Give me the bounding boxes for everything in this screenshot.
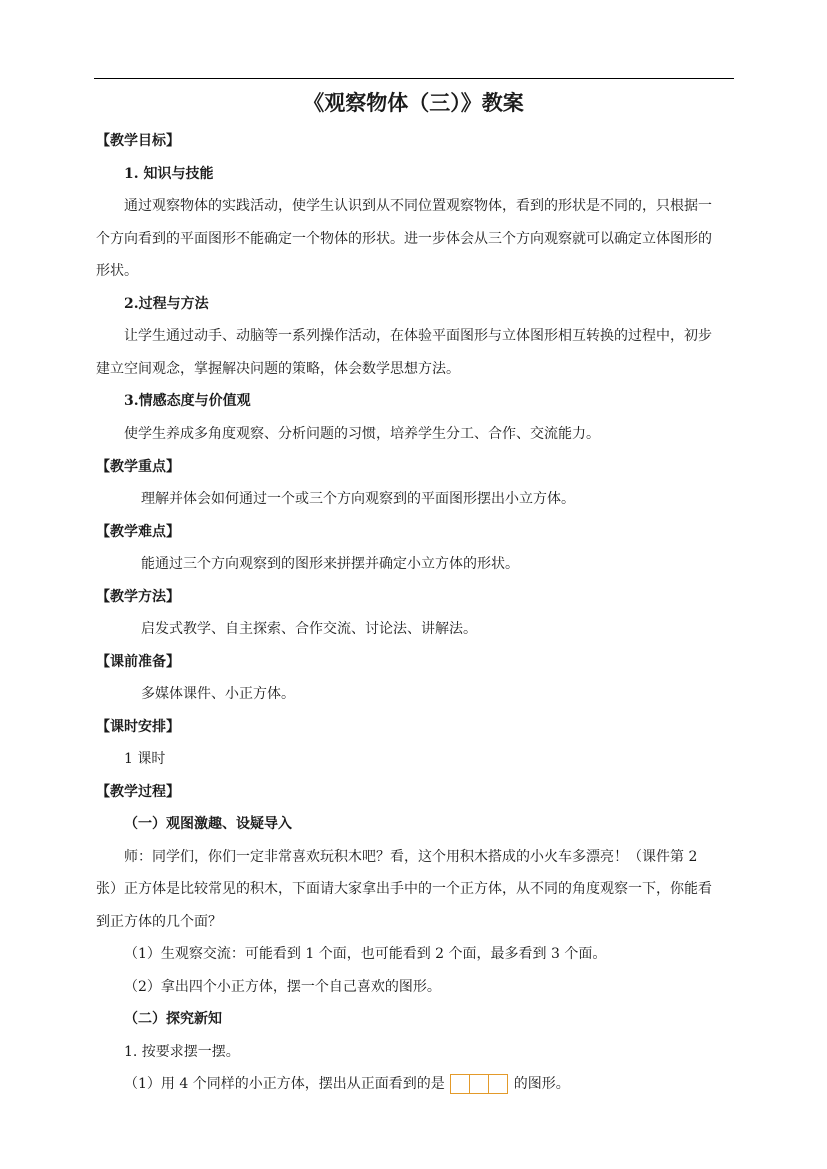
paragraph-line: （1）生观察交流：可能看到 1 个面，也可能看到 2 个面，最多看到 3 个面。 bbox=[124, 946, 607, 962]
paragraph-line: 建立空间观念，掌握解决问题的策略，体会数学思想方法。 bbox=[96, 361, 460, 377]
heading-preparation: 【课前准备】 bbox=[96, 654, 180, 670]
cube-square bbox=[450, 1074, 470, 1094]
heading-methods: 【教学方法】 bbox=[96, 589, 180, 605]
paragraph-line: 使学生养成多角度观察、分析问题的习惯，培养学生分工、合作、交流能力。 bbox=[124, 426, 600, 442]
subheading-explore: （二）探究新知 bbox=[124, 1011, 222, 1027]
heading-process: 【教学过程】 bbox=[96, 784, 180, 800]
page-title: 《观察物体（三）》教案 bbox=[303, 90, 524, 115]
paragraph-line: 形状。 bbox=[96, 263, 138, 279]
header-rule bbox=[94, 78, 734, 79]
paragraph-line: 个方向看到的平面图形不能确定一个物体的形状。进一步体会从三个方向观察就可以确定立体图形的 bbox=[96, 231, 712, 247]
paragraph-line: （2）拿出四个小正方体，摆一个自己喜欢的图形。 bbox=[124, 979, 441, 995]
subheading-process: 2.过程与方法 bbox=[124, 296, 209, 312]
subheading-intro: （一）观图激趣、设疑导入 bbox=[124, 816, 292, 832]
subheading-attitude: 3.情感态度与价值观 bbox=[124, 393, 251, 409]
paragraph-line: 能通过三个方向观察到的图形来拼摆并确定小立方体的形状。 bbox=[141, 556, 519, 572]
heading-schedule: 【课时安排】 bbox=[96, 719, 180, 735]
subheading-knowledge: 1. 知识与技能 bbox=[124, 166, 214, 182]
paragraph-line: 到正方体的几个面？ bbox=[96, 914, 222, 930]
cube-row-figure bbox=[451, 1074, 508, 1094]
paragraph-line: 启发式教学、自主探索、合作交流、讨论法、讲解法。 bbox=[141, 621, 477, 637]
paragraph-line: 师：同学们，你们一定非常喜欢玩积木吧？看，这个用积木搭成的小火车多漂亮！（课件第 2 bbox=[124, 849, 698, 865]
heading-difficulties: 【教学难点】 bbox=[96, 524, 180, 540]
paragraph-line: 1. 按要求摆一摆。 bbox=[124, 1044, 240, 1060]
paragraph-line: 通过观察物体的实践活动，使学生认识到从不同位置观察物体，看到的形状是不同的，只根据一 bbox=[124, 198, 712, 214]
paragraph-text: （1）用 4 个同样的小正方体，摆出从正面看到的是 bbox=[124, 1076, 445, 1092]
paragraph-line: 多媒体课件、小正方体。 bbox=[141, 686, 295, 702]
heading-objectives: 【教学目标】 bbox=[96, 133, 180, 149]
paragraph-line: 张）正方体是比较常见的积木，下面请大家拿出手中的一个正方体，从不同的角度观察一下，你能看 bbox=[96, 881, 712, 897]
cube-square bbox=[488, 1074, 508, 1094]
heading-key-points: 【教学重点】 bbox=[96, 459, 180, 475]
paragraph-line: 1 课时 bbox=[124, 751, 166, 767]
paragraph-line: 理解并体会如何通过一个或三个方向观察到的平面图形摆出小立方体。 bbox=[141, 491, 575, 507]
paragraph-text: 的图形。 bbox=[513, 1076, 570, 1092]
cube-square bbox=[469, 1074, 489, 1094]
paragraph-line-with-figure bbox=[124, 1074, 764, 1094]
paragraph-line: 让学生通过动手、动脑等一系列操作活动，在体验平面图形与立体图形相互转换的过程中，初步 bbox=[124, 328, 712, 344]
